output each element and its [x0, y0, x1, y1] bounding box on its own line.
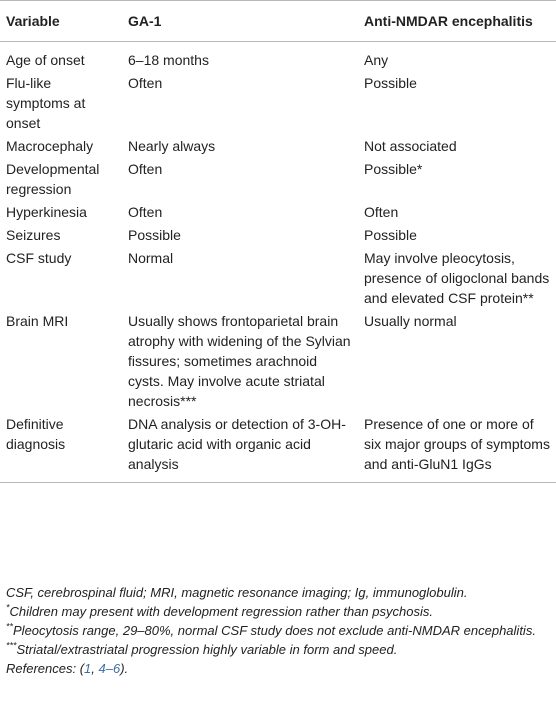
table-row	[0, 199, 556, 222]
footnote-text: Pleocytosis range, 29–80%, normal CSF study does not exclude anti-NMDAR encephalitis.	[13, 623, 536, 638]
column-header-ga1: GA-1	[122, 1, 358, 42]
table-cell: Flu-like symptoms at onset	[6, 75, 86, 131]
table-cell: Often	[128, 204, 163, 220]
table-cell: Developmental regression	[6, 161, 100, 197]
references-note	[6, 659, 550, 678]
reference-separator: ,	[91, 661, 99, 676]
table-cell: Macrocephaly	[6, 138, 94, 154]
footnote-marker: ***	[6, 640, 17, 651]
footnote-1	[6, 602, 550, 621]
table-cell: Usually normal	[364, 313, 457, 329]
table-row	[0, 222, 556, 245]
table-cell: Hyperkinesia	[6, 204, 87, 220]
footnote-marker: *	[6, 602, 10, 613]
table-row	[0, 245, 556, 308]
table-header-row	[0, 1, 556, 42]
footnote-3	[6, 640, 550, 659]
table-cell: Usually shows frontoparietal brain atrophy with widening of the Sylvian fissures; sometimes arachnoid cysts. May involve acute striatal necrosis***	[128, 313, 351, 409]
table-cell: Possible*	[364, 161, 423, 177]
table-cell: Possible	[128, 227, 181, 243]
table-row	[0, 42, 556, 71]
table-row	[0, 70, 556, 133]
footnote-2	[6, 621, 550, 640]
table-cell: Often	[128, 75, 163, 91]
footnote-marker: **	[6, 621, 14, 632]
table-row	[0, 133, 556, 156]
table-cell: Not associated	[364, 138, 457, 154]
table-footnotes	[0, 583, 556, 678]
footnote-text: Children may present with development regression rather than psychosis.	[9, 604, 433, 619]
abbreviations-note: CSF, cerebrospinal fluid; MRI, magnetic resonance imaging; Ig, immunoglobulin.	[6, 585, 468, 600]
table-cell: Brain MRI	[6, 313, 69, 329]
table-cell: Possible	[364, 75, 417, 91]
table-cell: 6–18 months	[128, 52, 209, 68]
table-cell: Presence of one or more of six major groups of symptoms and anti-GluN1 IgGs	[358, 411, 556, 483]
column-header-anti-nmdar: Anti-NMDAR encephalitis	[358, 1, 556, 42]
reference-link[interactable]: 4–6	[98, 661, 121, 676]
references-end: ).	[120, 661, 129, 676]
table-cell: CSF study	[6, 250, 72, 266]
table-cell: Often	[128, 161, 163, 177]
table-cell: Age of onset	[6, 52, 85, 68]
references-label: References: (	[6, 661, 85, 676]
table-cell: Nearly always	[128, 138, 216, 154]
table-cell: Any	[364, 52, 389, 68]
table-row	[0, 156, 556, 199]
table-cell: Normal	[128, 250, 174, 266]
table-cell: Possible	[364, 227, 417, 243]
reference-link[interactable]: 1	[84, 661, 92, 676]
table-cell: Seizures	[6, 227, 61, 243]
footnote-text: Striatal/extrastriatal progression highly variable in form and speed.	[16, 642, 398, 657]
table-cell: May involve pleocytosis, presence of oligoclonal bands and elevated CSF protein**	[364, 250, 550, 306]
table-row	[0, 411, 556, 483]
table-cell: DNA analysis or detection of 3-OH-glutaric acid with organic acid analysis	[122, 411, 358, 483]
column-header-variable: Variable	[0, 1, 122, 42]
table-cell: Often	[364, 204, 399, 220]
table-cell: Definitive diagnosis	[0, 411, 122, 483]
table-row	[0, 308, 556, 411]
